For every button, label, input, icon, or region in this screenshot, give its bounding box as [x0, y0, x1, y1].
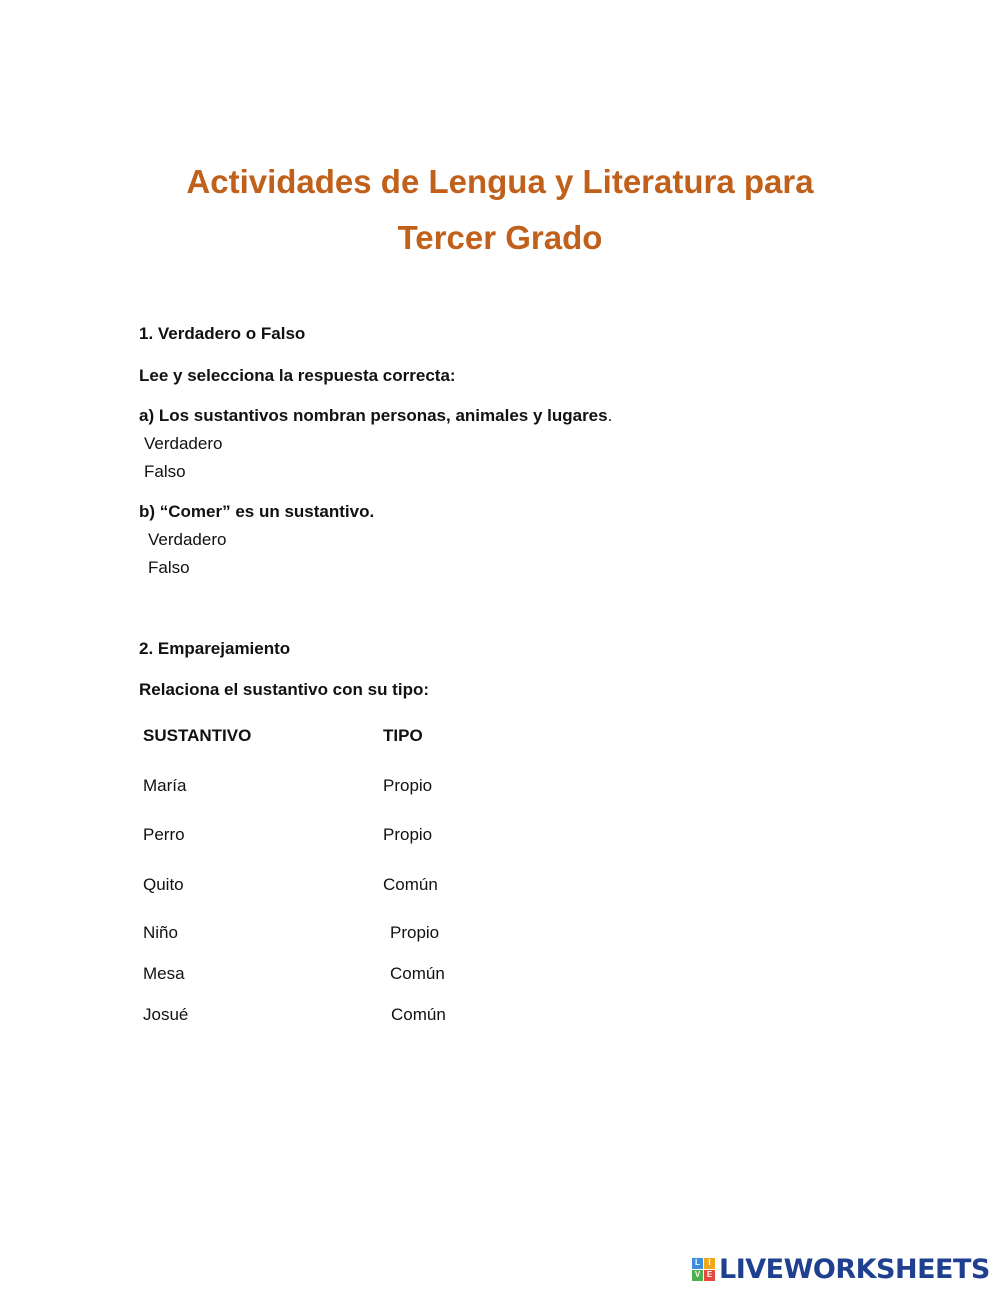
page-title-line-2: Tercer Grado: [397, 219, 603, 256]
logo-badge-letter: L: [692, 1258, 703, 1269]
section-1-instruction: Lee y selecciona la respuesta correcta:: [139, 366, 456, 385]
question-b-option-true[interactable]: Verdadero: [148, 530, 227, 549]
type-3[interactable]: Común: [383, 875, 438, 894]
column-header-sustantivo: SUSTANTIVO: [143, 726, 252, 745]
question-b: b) “Comer” es un sustantivo.: [139, 502, 375, 521]
question-a-text: a) Los sustantivos nombran personas, animales y lugares: [139, 406, 608, 425]
noun-nino[interactable]: Niño: [143, 923, 178, 942]
section-2-heading: 2. Emparejamiento: [139, 639, 291, 658]
column-header-tipo: TIPO: [383, 726, 423, 745]
logo-badge-letter: I: [704, 1258, 715, 1269]
question-a: [139, 405, 612, 427]
question-b-option-false[interactable]: Falso: [148, 558, 190, 577]
type-4[interactable]: Propio: [390, 923, 440, 942]
page-title-line-1: Actividades de Lengua y Literatura para: [186, 163, 814, 200]
logo-wordmark: LIVEWORKSHEETS: [719, 1253, 990, 1285]
type-6[interactable]: Común: [391, 1005, 446, 1024]
type-5[interactable]: Común: [390, 964, 445, 983]
logo-badge-letter: V: [692, 1270, 703, 1281]
question-a-option-false[interactable]: Falso: [144, 462, 186, 481]
question-a-option-true[interactable]: Verdadero: [144, 434, 223, 453]
liveworksheets-logo: [692, 1253, 990, 1285]
logo-badge-icon: [692, 1258, 715, 1281]
section-1-heading: 1. Verdadero o Falso: [139, 324, 306, 343]
noun-perro[interactable]: Perro: [143, 825, 185, 844]
noun-quito[interactable]: Quito: [143, 875, 184, 894]
logo-badge-letter: E: [704, 1270, 715, 1281]
section-2-instruction: Relaciona el sustantivo con su tipo:: [139, 680, 429, 699]
noun-josue[interactable]: Josué: [143, 1005, 189, 1024]
noun-mesa[interactable]: Mesa: [143, 964, 185, 983]
noun-maria[interactable]: María: [143, 776, 187, 795]
type-2[interactable]: Propio: [383, 825, 433, 844]
type-1[interactable]: Propio: [383, 776, 433, 795]
question-a-period: .: [607, 406, 613, 425]
